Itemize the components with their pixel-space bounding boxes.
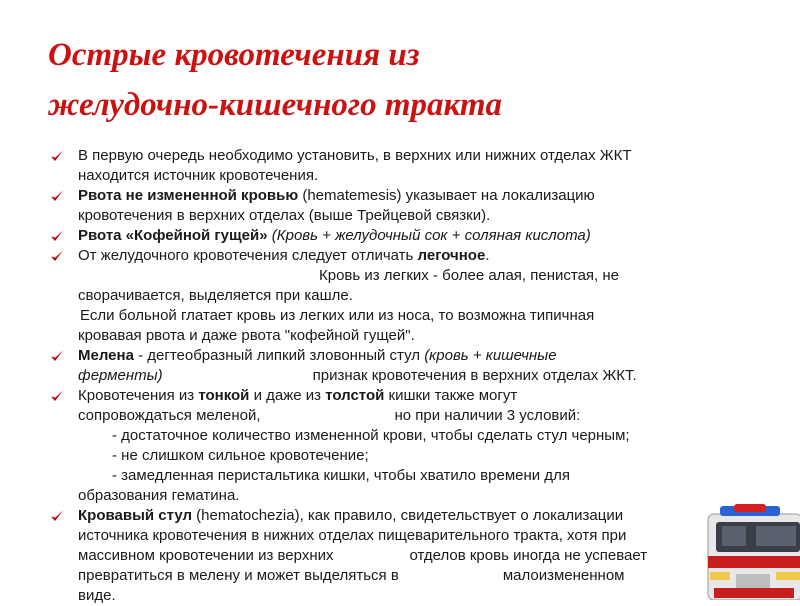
condition-line: - не слишком сильное кровотечение; (112, 447, 369, 464)
checkmark-icon (50, 186, 66, 206)
checkmark-icon (50, 386, 66, 406)
item-text-line: В первую очередь необходимо установить, в верхних или нижних отделах ЖКТ (78, 147, 632, 164)
bullet-list (44, 146, 734, 606)
item-text-line (78, 546, 734, 566)
list-item (44, 186, 734, 226)
item-note: ферменты) (78, 367, 163, 384)
slide-title-line-1: Острые кровотечения из (48, 37, 420, 73)
item-text-line: сворачивается, выделяется при кашле. (78, 287, 353, 304)
item-term: толстой (325, 387, 385, 404)
item-text-line: кровотечения в верхних отделах (выше Трейцевой связки). (78, 207, 491, 224)
item-text-line (78, 366, 734, 386)
item-text-line (78, 386, 734, 406)
list-item (44, 386, 734, 506)
item-text: но при наличии 3 условий: (394, 407, 581, 424)
item-text: (hematemesis) указывает на локализацию (298, 187, 595, 204)
item-term: Рвота «Кофейной гущей» (78, 227, 268, 244)
item-note: (кровь + кишечные (424, 347, 557, 364)
item-text: признак кровотечения в верхних отделах ЖКТ. (312, 367, 637, 384)
checkmark-icon (50, 246, 66, 266)
checkmark-icon (50, 146, 66, 166)
item-term: легочное (417, 247, 486, 264)
item-text: От желудочного кровотечения следует отличать (78, 247, 418, 264)
item-text-line: Кровь из легких - более алая, пенистая, не (319, 267, 619, 284)
item-text-line (78, 226, 734, 246)
item-text-line (78, 506, 734, 526)
slide-title-line-2: желудочно-кишечного тракта (48, 87, 502, 123)
condition-line: - достаточное количество измененной крови, чтобы сделать стул черным; (112, 427, 630, 444)
item-text-line (78, 406, 734, 426)
condition-line: - замедленная перистальтика кишки, чтобы хватило времени для (112, 467, 570, 484)
ambulance-image (706, 500, 800, 600)
list-item (44, 246, 734, 346)
item-text-line (78, 246, 734, 266)
item-text-line: кровавая рвота и даже рвота "кофейной гущей". (78, 327, 415, 344)
item-text-line: виде. (78, 587, 116, 604)
item-term: Кровавый стул (78, 507, 193, 524)
list-item (44, 146, 734, 186)
item-text: (hematochezia), как правило, свидетельствует о локализации (192, 507, 624, 524)
checkmark-icon (50, 346, 66, 366)
item-text-line: находится источник кровотечения. (78, 167, 319, 184)
slide-title (48, 30, 748, 130)
item-text: отделов кровь иногда не успевает (409, 547, 648, 564)
item-note: (Кровь + желудочный сок + соляная кислота) (267, 227, 591, 244)
item-term: тонкой (198, 387, 250, 404)
item-text: сопровождаться меленой, (78, 407, 261, 424)
list-item (44, 226, 734, 246)
checkmark-icon (50, 506, 66, 526)
item-text: массивном кровотечении из верхних (78, 547, 334, 564)
item-text: и даже из (249, 387, 326, 404)
item-text-line (78, 346, 734, 366)
item-text-line (78, 186, 734, 206)
item-text-line: источника кровотечения в нижних отделах пищеварительного тракта, хотя при (78, 527, 627, 544)
item-text: малоизмененном (502, 567, 625, 584)
list-item (44, 346, 734, 386)
item-text-line (78, 566, 734, 586)
item-text: кишки также могут (384, 387, 518, 404)
item-text-line: образования гематина. (78, 487, 240, 504)
item-text: превратиться в мелену и может выделяться в (78, 567, 399, 584)
item-term: Мелена (78, 347, 134, 364)
checkmark-icon (50, 226, 66, 246)
item-term: Рвота не измененной кровью (78, 187, 299, 204)
list-item (44, 506, 734, 606)
item-text-line: Если больной глатает кровь из легких или из носа, то возможна типичная (80, 307, 595, 324)
item-text: Кровотечения из (78, 387, 199, 404)
item-text: - дегтеобразный липкий зловонный стул (133, 347, 425, 364)
item-text: . (485, 247, 490, 264)
